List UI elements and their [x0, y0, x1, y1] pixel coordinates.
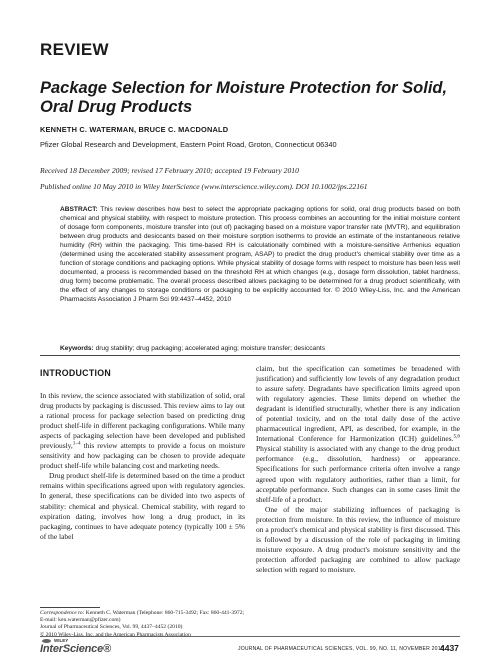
citation: 5,6 — [453, 433, 460, 440]
correspondence — [40, 610, 250, 624]
copyright: © 2010 Wiley-Liss, Inc. and the American Pharmacists Association — [40, 631, 191, 638]
paragraph-text: Physical stability is associated with any change to the drug product performance (e.g., dissolution, hardness) or appearance. Specifications for such performance criteria often involve a range agreed upon with regulatory authorities, rather than a limit, for acceptable performance. Such changes can in some cases limit the shelf-life of a product. — [256, 444, 460, 504]
received-dates: Received 18 December 2009; revised 17 February 2010; accepted 19 February 2010 — [40, 166, 299, 175]
paragraph — [256, 364, 460, 505]
paragraph-text: In this review, the science associated with stabilization of solid, oral drug products by packaging is discussed. This review aims to lay out a rational process for package selection based on predicting drug product shelf-life in different packaging configurations. While many aspects of packaging selection have been developed and published previously, — [40, 391, 245, 451]
affiliation: Pfizer Global Research and Development, Eastern Point Road, Groton, Connecticut 06340 — [40, 140, 337, 149]
page-number: 4437 — [440, 643, 459, 653]
citation: 1–4 — [72, 440, 81, 447]
abstract-text: This review describes how best to select the appropriate packaging options for solid, oral drug products based on both chemical and physical stability, with respect to moisture protection. This process combines an accounting for the initial moisture content of dosage form components, moisture transfer into (out of) packaging based on a moisture vapor transfer rate (MVTR), and equilibration between drug products and desiccants based on their moisture sorption isotherms to provide an estimate of the instantaneous relative humidity (RH) within the packaging. This time-based RH is calculationally combined with a moisture-sensitive Arrhenius equation (determined using the accelerated stability assessment program, ASAP) to predict the drug product's chemical stability over time as a function of storage conditions and packaging options. While physical stability of dosage forms with respect to moisture has been less well documented, a process is recommended based on the threshold RH at which changes (e.g., dosage form dissolution, tablet hardness, drug form) become problematic. The overall process described allows packaging to be determined for a drug product scientifically, with the effect of any changes to storage conditions or packaging to be explicitly accounted for. © 2010 Wiley-Liss, Inc. and the American Pharmacists Association J Pharm Sci 99:4437–4452, 2010 — [60, 206, 460, 304]
right-column — [256, 364, 460, 575]
footnote-divider — [40, 607, 100, 608]
keywords-label: Keywords: — [60, 345, 94, 352]
correspondence-text: Kenneth C. Waterman (Telephone: 860-715-3492; Fax: 860-441-3972; E-mail: ken.waterman@pfizer.com) — [40, 610, 245, 624]
journal-citation: Journal of Pharmaceutical Sciences, Vol. 99, 4437–4452 (2010) — [40, 624, 183, 631]
paragraph — [40, 391, 245, 471]
paragraph: One of the major stabilizing influences of packaging is protection from moisture. In this review, the influence of moisture on a product's chemical and physical stability is first discussed. This is followed by a discussion of the role of packaging in limiting moisture exposure. A drug product's moisture sensitivity and the protection afforded packaging are combined to allow package selection with regard to moisture. — [256, 504, 460, 574]
article-title: Package Selection for Moisture Protection for Solid, Oral Drug Products — [40, 79, 448, 116]
keywords-text: drug stability; drug packaging; accelerated aging; moisture transfer; desiccants — [95, 345, 326, 352]
abstract — [60, 205, 460, 305]
logo-text: InterScience® — [40, 643, 111, 655]
paragraph-text: claim, but the specification can sometimes be broadened with justification) and sufficiently low levels of any degradation product to assure safety. Degradants have specification limits agreed upon with regulatory agencies. These limits depend on whether the degradant is identified structurally, whether there is any indication of potential toxicity, and on the total daily dose of the active pharmaceutical ingredient, API, as described, for example, in the International Conference for Harmonization (ICH) guidelines. — [256, 364, 460, 444]
footer-divider — [40, 636, 460, 637]
paragraph: Drug product shelf-life is determined based on the time a product remains within specifications agreed upon with regulatory agencies. In general, these specifications can be divided into two aspects of stability: chemical and physical. Chemical stability, with regard to expiration dating, involves how long a drug product, in its packaging, continues to have adequate potency (typically 100 ± 5% of the label — [40, 471, 245, 541]
section-heading-introduction: INTRODUCTION — [40, 368, 112, 378]
footnote — [40, 610, 250, 639]
interscience-logo — [40, 638, 120, 658]
abstract-label: ABSTRACT: — [60, 206, 98, 213]
correspondence-label: Correspondence to: — [40, 610, 85, 616]
keywords — [60, 345, 460, 352]
logo-small-text: WILEY — [54, 638, 69, 643]
section-label: REVIEW — [40, 40, 109, 59]
authors: KENNETH C. WATERMAN, BRUCE C. MACDONALD — [40, 125, 229, 134]
published-line: Published online 10 May 2010 in Wiley InterScience (www.interscience.wiley.com). DOI 10.1002/jps.22161 — [40, 182, 368, 191]
journal-footer: JOURNAL OF PHARMACEUTICAL SCIENCES, VOL. 99, NO. 11, NOVEMBER 2010 — [238, 646, 444, 652]
paragraph-text: this review attempts to provide a focus on moisture sensitivity and how packaging can be chosen to provide adequate product shelf-life while balancing cost and marketing needs. — [40, 441, 245, 471]
left-column — [40, 391, 245, 542]
abstract-divider — [40, 355, 460, 356]
